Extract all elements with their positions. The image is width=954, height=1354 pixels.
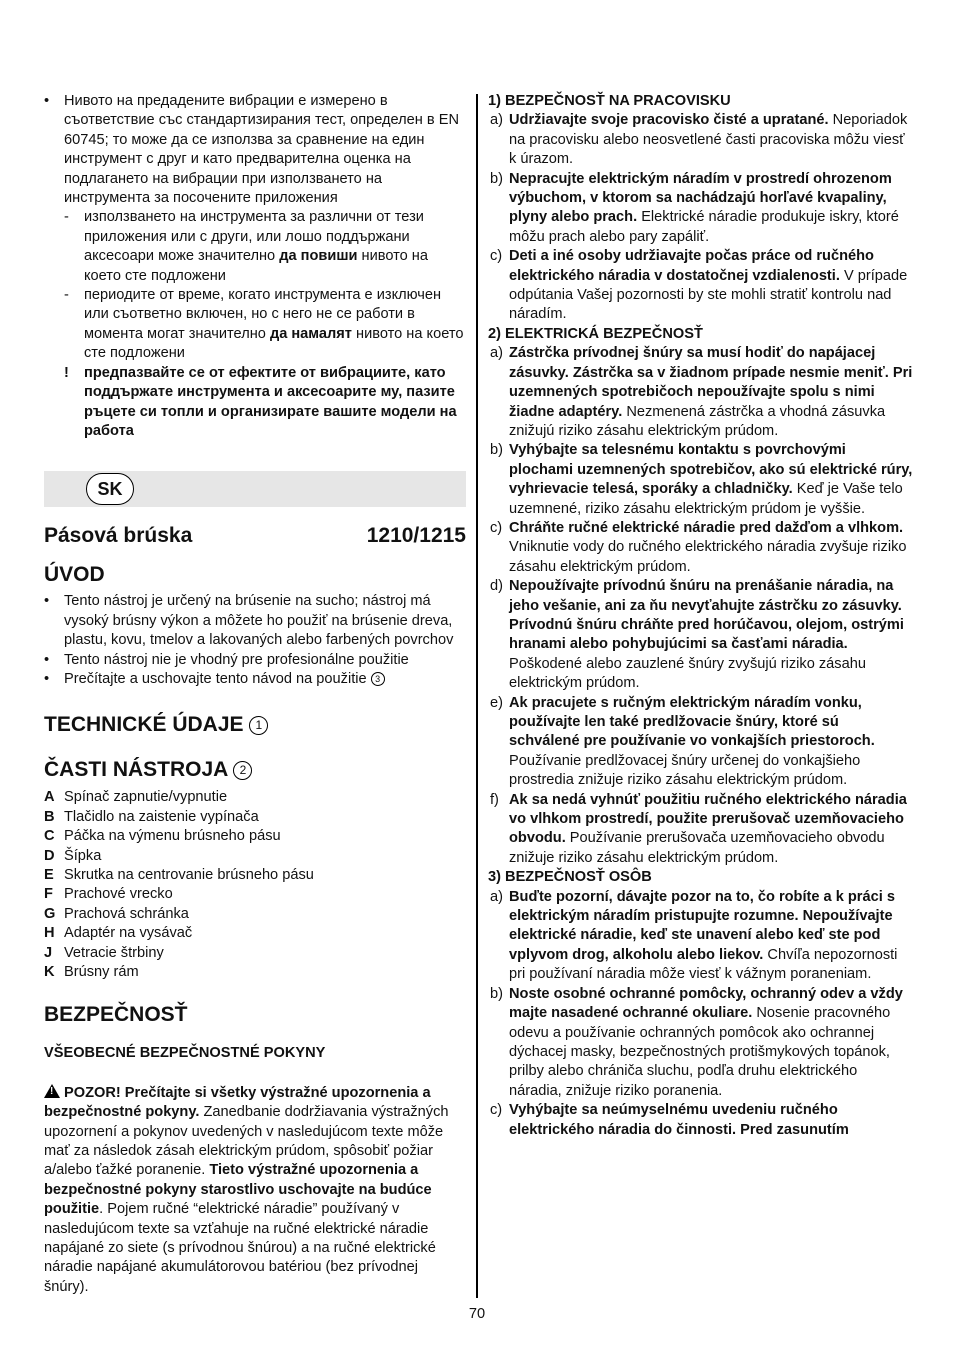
warning-triangle-icon (44, 1084, 60, 1098)
vibration-bullet: • Нивото на предадените вибрации е измерено в съответствие със стандартизирания тест, определен в EN 60745; то може да се използва за сравнение на един инструмент с друг и като предварителна оценка на подлагането на вибрации при използването на инструмента за посочените приложения (44, 93, 459, 207)
language-badge: SK (86, 473, 134, 505)
part-item: K Brúsny rám (44, 964, 139, 980)
safety-item: f) Ak sa nedá vyhnúť použitiu ručného elektrického náradia vo vlhkom prostredí, použite prerušovač uzemňovacieho obvodu. Používanie prerušovača uzemňovacieho obvodu znižuje riziko zásahu elektrickým prúdom. (490, 791, 907, 866)
safety-heading: BEZPEČNOSŤ (44, 1003, 188, 1027)
safety-item: a) Udržiavajte svoje pracovisko čisté a upratané. Neporiadok na pracovisku alebo neosvetlené časti pracoviska môžu viesť k úrazom. (490, 112, 908, 168)
intro-item: • Tento nástroj nie je vhodný pre profesionálne použitie (44, 651, 409, 668)
safety-item: b) Vyhýbajte sa telesnému kontaktu s povrchovými plochami uzemnených spotrebičov, ako sú elektrické rúry, vyhrievacie telesá, sporáky a chladničky. Keď je Vaše telo uzemnené, riziko zásahu elektrickým prúdom je vyššie. (490, 442, 913, 517)
language-band (44, 471, 466, 507)
intro-heading: ÚVOD (44, 563, 105, 587)
parts-list (44, 788, 466, 982)
safety-item: a) Buďte pozorní, dávajte pozor na to, čo robíte a k práci s elektrickým náradím pristupujte rozumne. Nepoužívajte elektrické náradie, keď ste unavení alebo keď ste pod vplyvom drog, alkoholu alebo liekov. Chvíľa nepozornosti pri používaní náradia môže viesť k vážnym poraneniam. (490, 888, 898, 983)
safety-item: c) Deti a iné osoby udržiavajte počas práce od ručného elektrického náradia v dostatočnej vzdialenosti. V prípade odpútania Vašej pozornosti by ste mohli stratiť kontrolu nad náradím. (490, 248, 908, 323)
part-item: J Vetracie štrbiny (44, 944, 164, 961)
part-item: H Adaptér na vysávač (44, 925, 193, 942)
part-item: B Tlačidlo na zaistenie vypínača (44, 808, 259, 825)
intro-item: • Prečítajte a uschovajte tento návod na použitie 3 (44, 670, 466, 689)
part-item: A Spínač zapnutie/vypnutie (44, 789, 228, 806)
column-divider (476, 94, 478, 1298)
general-safety-heading: VŠEOBECNÉ BEZPEČNOSTNÉ POKYNY (44, 1045, 326, 1062)
part-item: D Šípka (44, 847, 102, 864)
figure-ref-icon: 2 (233, 761, 252, 780)
left-column (44, 92, 466, 1297)
vibration-warning: ! предпазвайте се от ефектите от вибрациите, като поддържате инструмента и аксесоарите му, пазите ръцете си топли и организирате вашите модели на работа (64, 364, 457, 439)
safety-item: b) Noste osobné ochranné pomôcky, ochranný odev a vždy majte nasadené ochranné okuliare. Nosenie pracovného odevu a používanie ochranných pomôcok ako ochrannej dýchacej masky, bezpečnostných protišmykových topánok, prilby alebo chrániča sluchu, podľa druhu elektrického náradia, znižuje riziko poranenia. (490, 985, 903, 1099)
page-number: 70 (468, 1306, 486, 1322)
title-row (44, 523, 466, 549)
tech-heading: TECHNICKÉ ÚDAJE 1 (44, 712, 466, 738)
part-item: C Páčka na výmenu brúsneho pásu (44, 828, 281, 845)
section-heading: 1) BEZPEČNOSŤ NA PRACOVISKU (488, 93, 731, 109)
vibration-dash-2: - периодите от време, когато инструмента е изключен или съответно включен, но с него не се работи в момента могат значително да намалят нивото на което сте подложени (64, 287, 464, 362)
parts-heading: ČASTI NÁSTROJA 2 (44, 757, 466, 783)
safety-item: a) Zástrčka prívodnej šnúry sa musí hodiť do napájacej zásuvky. Zástrčka sa v žiadnom prípade nesmie meniť. Pri uzemnených spotrebičoch nepoužívajte spolu s nimi žiadne adaptéry. Nezmenená zástrčka a vhodná zásuvka znižujú riziko zásahu elektrickým prúdom. (490, 345, 913, 439)
figure-ref-icon: 1 (249, 716, 268, 735)
part-item: F Prachové vrecko (44, 886, 173, 903)
safety-item: b) Nepracujte elektrickým náradím v prostredí ohrozenom výbuchom, v ktorom sa nachádzajú horľavé kvapaliny, plyny alebo prach. Elektrické náradie produkuje iskry, ktoré môžu prach alebo pary zapáliť. (490, 170, 899, 245)
part-item: E Skrutka na centrovanie brúsneho pásu (44, 866, 314, 883)
safety-item: c) Chráňte ručné elektrické náradie pred dažďom a vlhkom. Vniknutie vody do ručného elektrického náradia zvyšuje riziko zásahu elektrickým prúdom. (490, 519, 907, 575)
safety-item: d) Nepoužívajte prívodnú šnúru na prenášanie náradia, na jeho vešanie, ani za ňu nevyťahujte zástrčku zo zásuvky. Prívodnú šnúru chráňte pred horúčavou, olejom, ostrými hranami alebo pohybujúcimi sa časťami náradia. Poškodené alebo zauzlené šnúry zvyšujú riziko zásahu elektrickým prúdom. (490, 578, 904, 692)
safety-item: e) Ak pracujete s ručným elektrickým náradím vonku, používajte len také predlžovacie šnúry, ktoré sú schválené pre používanie vo vonkajších priestoroch. Používanie predlžovacej šnúry určenej do vonkajšieho prostredia znižuje riziko zásahu elektrickým prúdom. (490, 694, 875, 789)
section-heading: 2) ELEKTRICKÁ BEZPEČNOSŤ (488, 325, 703, 342)
section-heading: 3) BEZPEČNOSŤ OSÔB (488, 869, 652, 886)
intro-list (44, 592, 466, 689)
safety-item: c) Vyhýbajte sa neúmyselnému uvedeniu ručného elektrického náradia do činnosti. Pred zasunutím (490, 1102, 849, 1138)
right-column (488, 92, 913, 1140)
intro-item: • Tento nástroj je určený na brúsenie na sucho; nástroj má vysoký brúsny výkon a môžete ho použiť na brúsenie dreva, plastu, kovu, tmelov a lakovaných alebo farbených povrchov (44, 593, 454, 649)
vibration-dash-1: - използването на инструмента за различни от тези приложения или с други, или лошо поддържани аксесоари може значително да повиши нивото на което сте подложени (64, 209, 428, 284)
figure-ref-icon: 3 (371, 672, 385, 686)
model-number: 1210/1215 (366, 524, 466, 548)
general-warning-paragraph: !POZOR! Prečítajte si všetky výstražné upozornenia a bezpečnostné pokyny. Zanedbanie dodržiavania výstražných upozornení a pokynov uvedených v nasledujúcom texte môže mať za následok zásah elektrickým prúdom, spôsobiť požiar a/alebo ťažké poranenie. Tieto výstražné upozornenia a bezpečnostné pokyny starostlivo uschovajte na budúce použitie. Pojem ručné “elektrické náradie” používaný v nasledujúcom texte sa vzťahuje na ručné elektrické náradie napájané zo siete (s prívodnou šnúrou) a na ručné elektrické náradie napájané akumulátorovou batériou (bez prívodnej šnúry). (44, 1084, 466, 1297)
part-item: G Prachová schránka (44, 905, 189, 922)
product-title: Pásová brúska (44, 524, 193, 548)
